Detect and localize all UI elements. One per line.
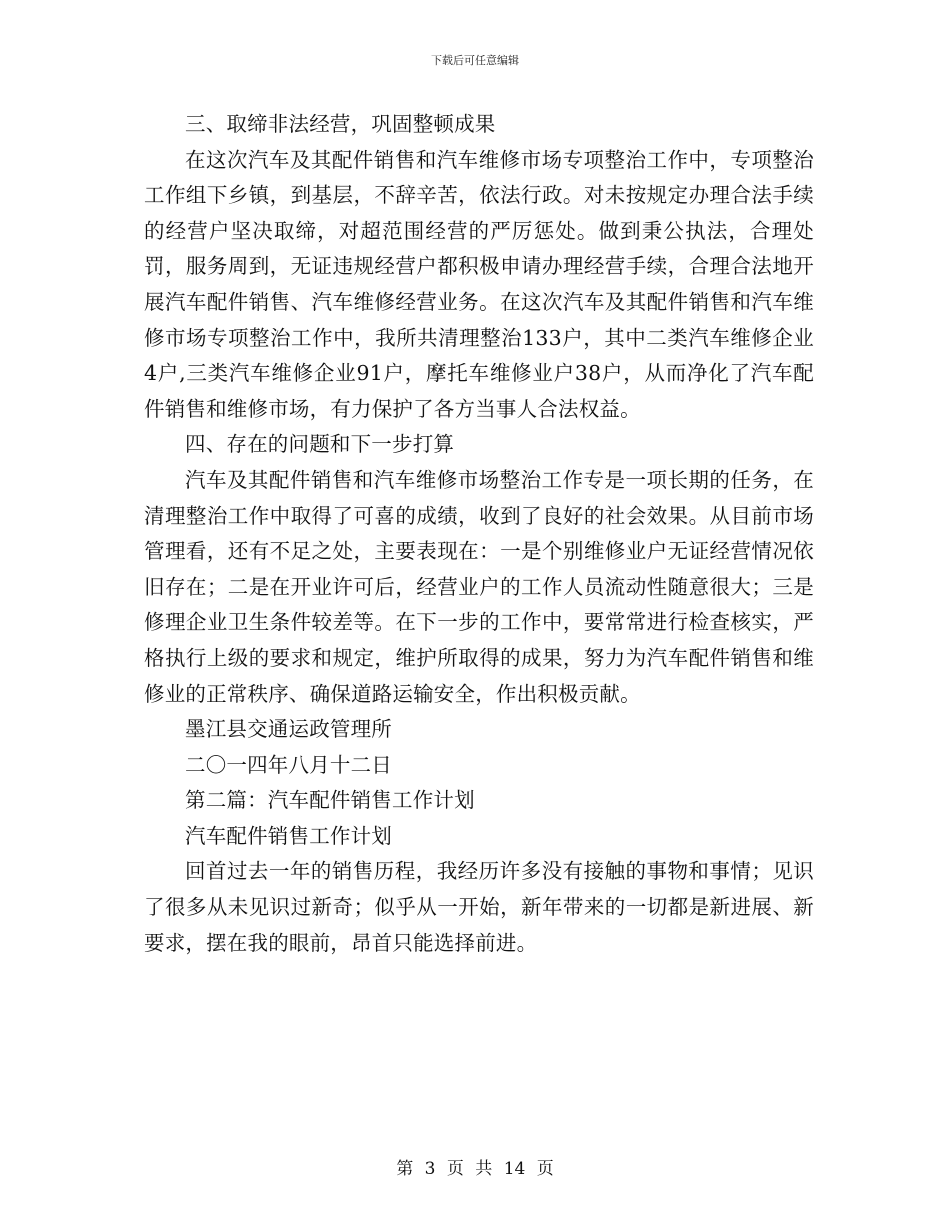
plan-title: 汽车配件销售工作计划 (185, 823, 392, 848)
document-body (144, 107, 814, 961)
section-heading-4: 四、存在的问题和下一步打算 (185, 432, 455, 457)
section-heading-3: 三、取缔非法经营，巩固整顿成果 (185, 112, 496, 136)
page-header: 下载后可任意编辑 (431, 54, 519, 67)
part-two-heading: 第二篇：汽车配件销售工作计划 (185, 788, 475, 813)
paragraph-looking-back: 回首过去一年的销售历程，我经历许多没有接触的事物和事情；见识了很多从未见识过新奇；似乎从一开始，新年带来的一切都是新进展、新要求，摆在我的眼前，昂首只能选择前进。 (144, 859, 814, 955)
paragraph-rectification-results: 在这次汽车及其配件销售和汽车维修市场专项整治工作中，专项整治工作组下乡镇，到基层，不辞辛苦，依法行政。对未按规定办理合法手续的经营户坚决取缔，对超范围经营的严厉惩处。做到秉公执法，合理处罚，服务周到，无证违规经营户都积极申请办理经营手续，合理合法地开展汽车配件销售、汽车维修经营业务。在这次汽车及其配件销售和汽车维修市场专项整治工作中，我所共清理整治133户，其中二类汽车维修企业4户,三类汽车维修企业91户，摩托车维修业户38户，从而净化了汽车配件销售和维修市场，有力保护了各方当事人合法权益。 (144, 147, 814, 421)
signature-date: 二〇一四年八月十二日 (185, 752, 392, 777)
signature-organization: 墨江县交通运政管理所 (185, 717, 392, 742)
paragraph-problems-plans: 汽车及其配件销售和汽车维修市场整治工作专是一项长期的任务，在清理整治工作中取得了可喜的成绩，收到了良好的社会效果。从目前市场管理看，还有不足之处，主要表现在：一是个别维修业户无证经营情况依旧存在；二是在开业许可后，经营业户的工作人员流动性随意很大；三是修理企业卫生条件较差等。在下一步的工作中，要常常进行检查核实，严格执行上级的要求和规定，维护所取得的成果，努力为汽车配件销售和维修业的正常秩序、确保道路运输安全，作出积极贡献。 (144, 467, 814, 706)
page-footer: 第 3 页 共 14 页 (396, 1159, 554, 1179)
